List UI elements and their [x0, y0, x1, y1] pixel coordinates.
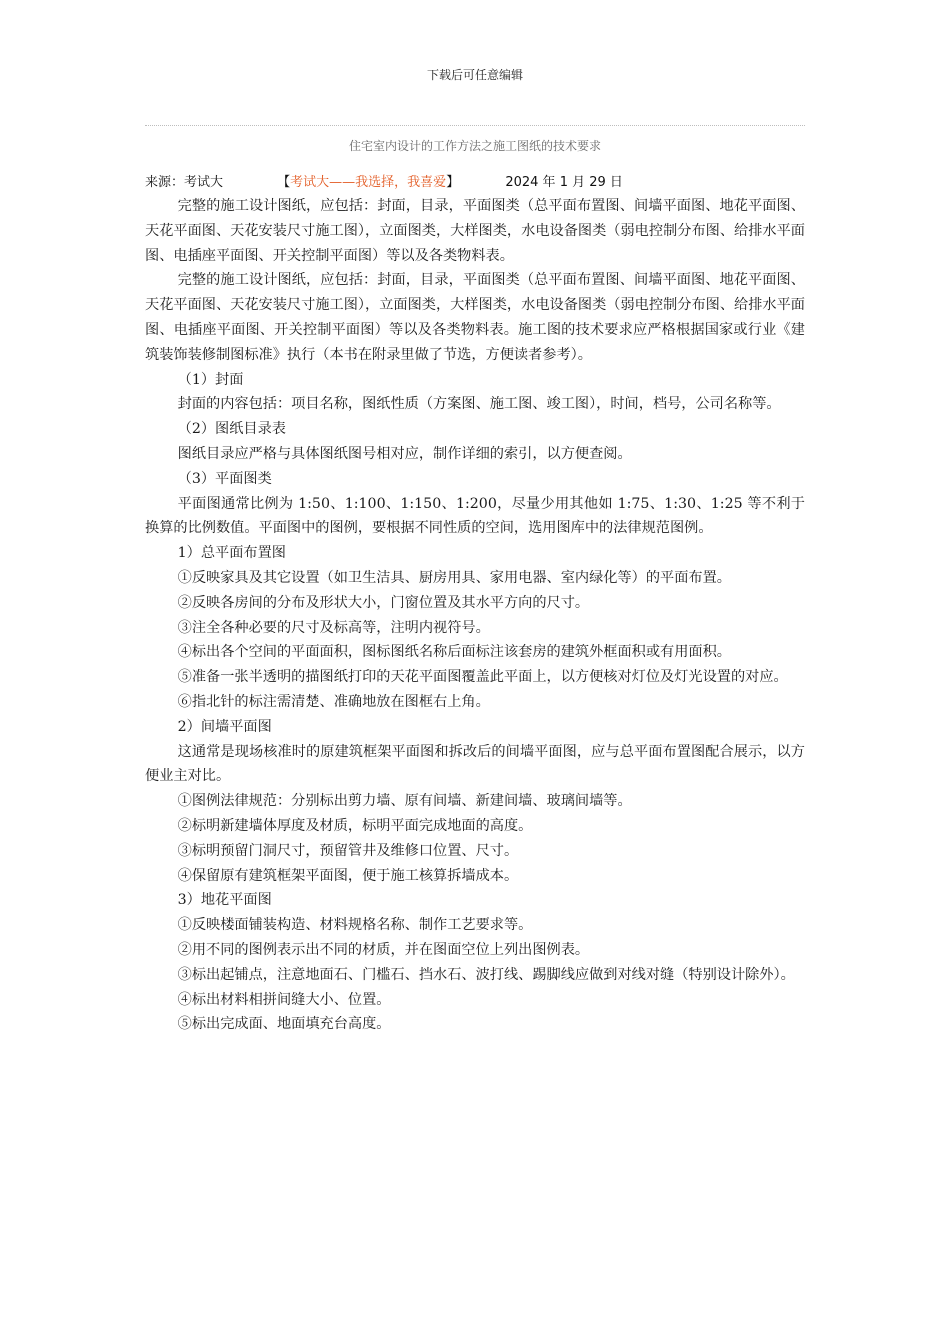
list-item: ⑥指北针的标注需清楚、准确地放在图框右上角。 — [177, 693, 490, 710]
source-label: 来源：考试大 — [145, 175, 224, 190]
list-item: ②标明新建墙体厚度及材质，标明平面完成地面的高度。 — [177, 817, 533, 834]
section-heading: （3）平面图类 — [177, 470, 272, 487]
slogan — [277, 171, 459, 190]
list-item: ③标出起铺点，注意地面石、门槛石、挡水石、波打线、踢脚线应做到对线对缝（特别设计除外）。 — [177, 966, 795, 983]
paragraph: 图纸目录应严格与具体图纸图号相对应，制作详细的索引，以方便查阅。 — [177, 445, 632, 462]
list-item: ③标明预留门洞尺寸，预留管井及维修口位置、尺寸。 — [177, 842, 519, 859]
list-item: ④保留原有建筑框架平面图，便于施工核算拆墙成本。 — [177, 867, 519, 884]
section-heading: （2）图纸目录表 — [177, 421, 286, 438]
paragraph: 完整的施工设计图纸，应包括：封面，目录，平面图类（总平面布置图、间墙平面图、地花平面图、天花平面图、天花安装尺寸施工图），立面图类，大样图类，水电设备图类（弱电控制分布图、给排水平面图、电插座平面图、开关控制平面图）等以及各类物料表。 — [145, 198, 805, 264]
list-item: ⑤标出完成面、地面填充台高度。 — [177, 1016, 391, 1033]
header-note: 下载后可任意编辑 — [426, 68, 523, 82]
subsection-heading: 3）地花平面图 — [177, 892, 272, 909]
list-item: ④标出各个空间的平面面积，图标图纸名称后面标注该套房的建筑外框面积或有用面积。 — [177, 644, 731, 661]
paragraph: 完整的施工设计图纸，应包括：封面，目录，平面图类（总平面布置图、间墙平面图、地花平面图、天花平面图、天花安装尺寸施工图），立面图类，大样图类，水电设备图类（弱电控制分布图、给排水平面图、电插座平面图、开关控制平面图）等以及各类物料表。施工图的技术要求应严格根据国家或行业《建筑装饰装修制图标准》执行（本书在附录里做了节选，方便读者参考）。 — [145, 272, 805, 363]
section-heading: （1）封面 — [177, 371, 244, 388]
list-item: ④标出材料相拼间缝大小、位置。 — [177, 991, 391, 1008]
list-item: ①反映家具及其它设置（如卫生洁具、厨房用具、家用电器、室内绿化等）的平面布置。 — [177, 569, 731, 586]
subsection-heading: 1）总平面布置图 — [177, 545, 286, 562]
list-item: ①反映楼面铺装构造、材料规格名称、制作工艺要求等。 — [177, 917, 533, 934]
list-item: ②反映各房间的分布及形状大小，门窗位置及其水平方向的尺寸。 — [177, 594, 590, 611]
article-meta — [145, 171, 805, 190]
list-item: ③注全各种必要的尺寸及标高等，注明内视符号。 — [177, 619, 490, 636]
divider — [145, 125, 805, 126]
article-body — [145, 194, 805, 1037]
subsection-heading: 2）间墙平面图 — [177, 718, 272, 735]
slogan-bracket-close: 】 — [446, 175, 460, 190]
publish-date: 2024 年 1 月 29 日 — [505, 175, 623, 190]
paragraph: 这通常是现场核准时的原建筑框架平面图和拆改后的间墙平面图，应与总平面布置图配合展示，以方便业主对比。 — [145, 743, 805, 785]
list-item: ⑤准备一张半透明的描图纸打印的天花平面图覆盖此平面上，以方便核对灯位及灯光设置的对应。 — [177, 669, 788, 686]
paragraph: 平面图通常比例为 1:50、1:100、1:150、1:200，尽量少用其他如 1:75、1:30、1:25 等不利于换算的比例数值。平面图中的图例，要根据不同性质的空间，选用图库中的法律规范图例。 — [145, 495, 805, 537]
slogan-bracket-open: 【 — [277, 175, 291, 190]
page-title: 住宅室内设计的工作方法之施工图纸的技术要求 — [348, 139, 601, 153]
paragraph: 封面的内容包括：项目名称，图纸性质（方案图、施工图、竣工图），时间，档号，公司名称等。 — [177, 396, 781, 413]
list-item: ②用不同的图例表示出不同的材质，并在图面空位上列出图例表。 — [177, 941, 590, 958]
list-item: ①图例法律规范：分别标出剪力墙、原有间墙、新建间墙、玻璃间墙等。 — [177, 793, 632, 810]
slogan-link[interactable]: 考试大——我选择，我喜爱 — [290, 175, 447, 190]
